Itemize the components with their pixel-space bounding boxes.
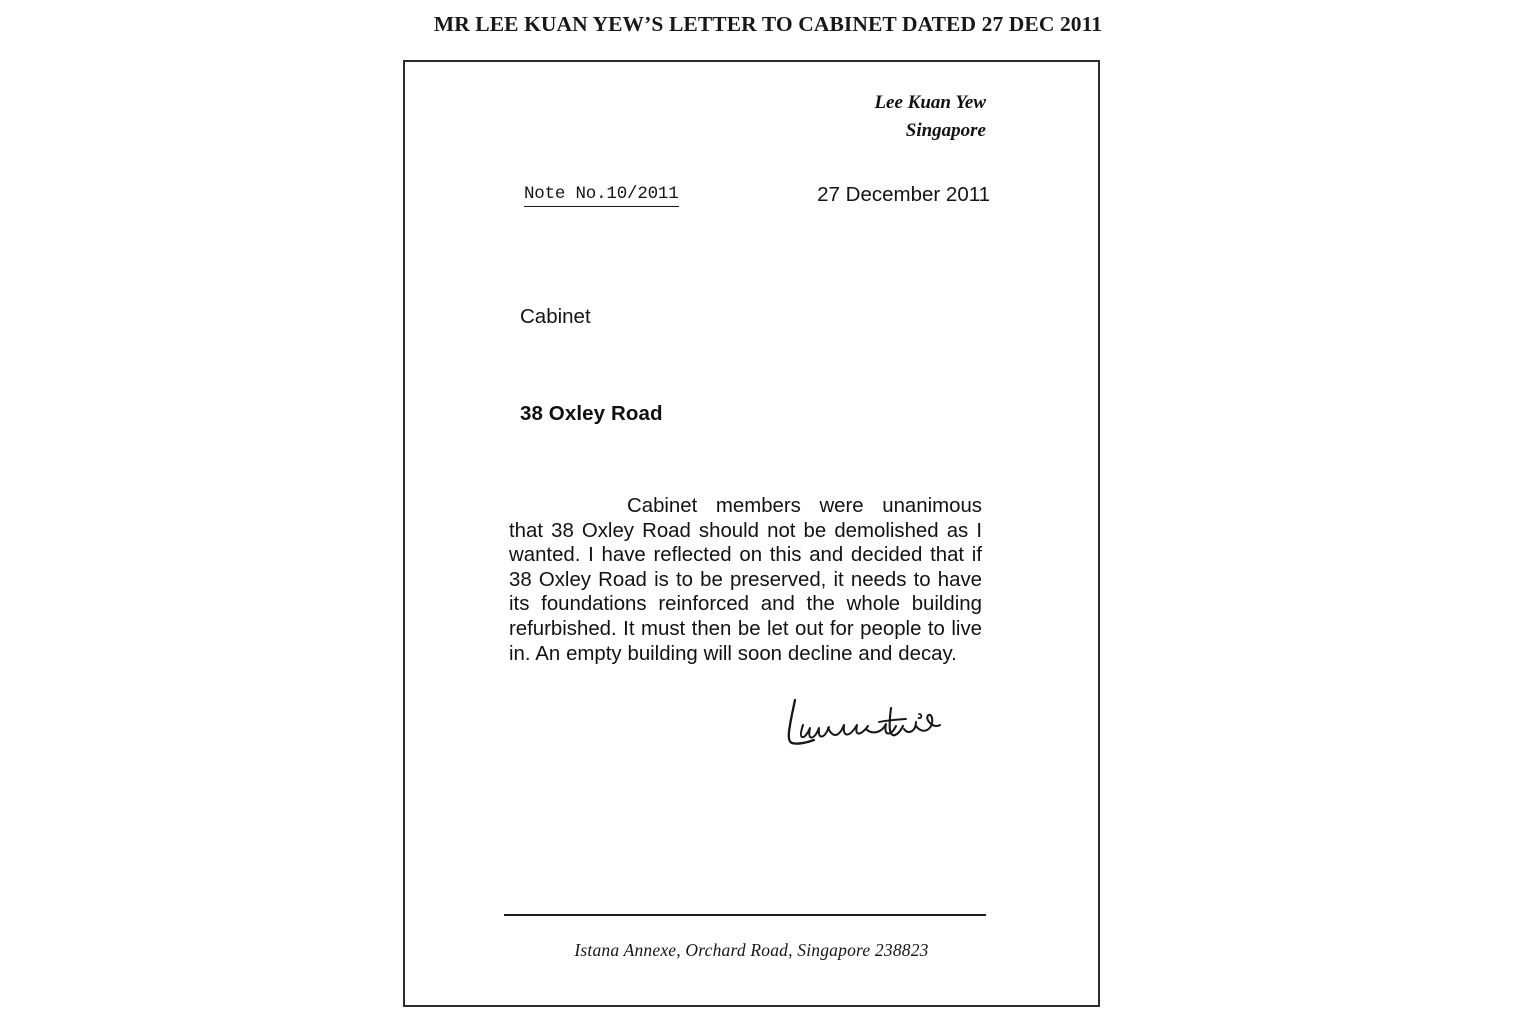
footer-address: Istana Annexe, Orchard Road, Singapore 238823	[574, 940, 929, 960]
footer-divider	[504, 914, 986, 916]
letterhead-name: Lee Kuan Yew	[874, 92, 986, 113]
signature-icon	[773, 692, 953, 762]
letterhead-country: Singapore	[905, 119, 986, 141]
subject-heading: 38 Oxley Road	[520, 402, 663, 425]
signature	[773, 692, 953, 762]
page-title: MR LEE KUAN YEW’S LETTER TO CABINET DATED 27 DEC 2011	[433, 12, 1103, 36]
letter-page	[403, 60, 1100, 1007]
letter-page-content	[405, 62, 1098, 1005]
letter-date: 27 December 2011	[817, 183, 990, 206]
letterhead	[874, 89, 986, 144]
addressee: Cabinet	[520, 305, 591, 328]
reference-row	[524, 184, 990, 214]
note-number: Note No.10/2011	[524, 184, 679, 207]
letter-body: Cabinet members were unanimous that 38 Oxley Road should not be demolished as I wanted. I have reflected on this and decided that if 38 Oxley Road is to be preserved, it needs to have its foundations reinforced and the whole building refurbished. It must then be let out for people to live in. An empty building will soon decline and decay.	[509, 495, 982, 665]
